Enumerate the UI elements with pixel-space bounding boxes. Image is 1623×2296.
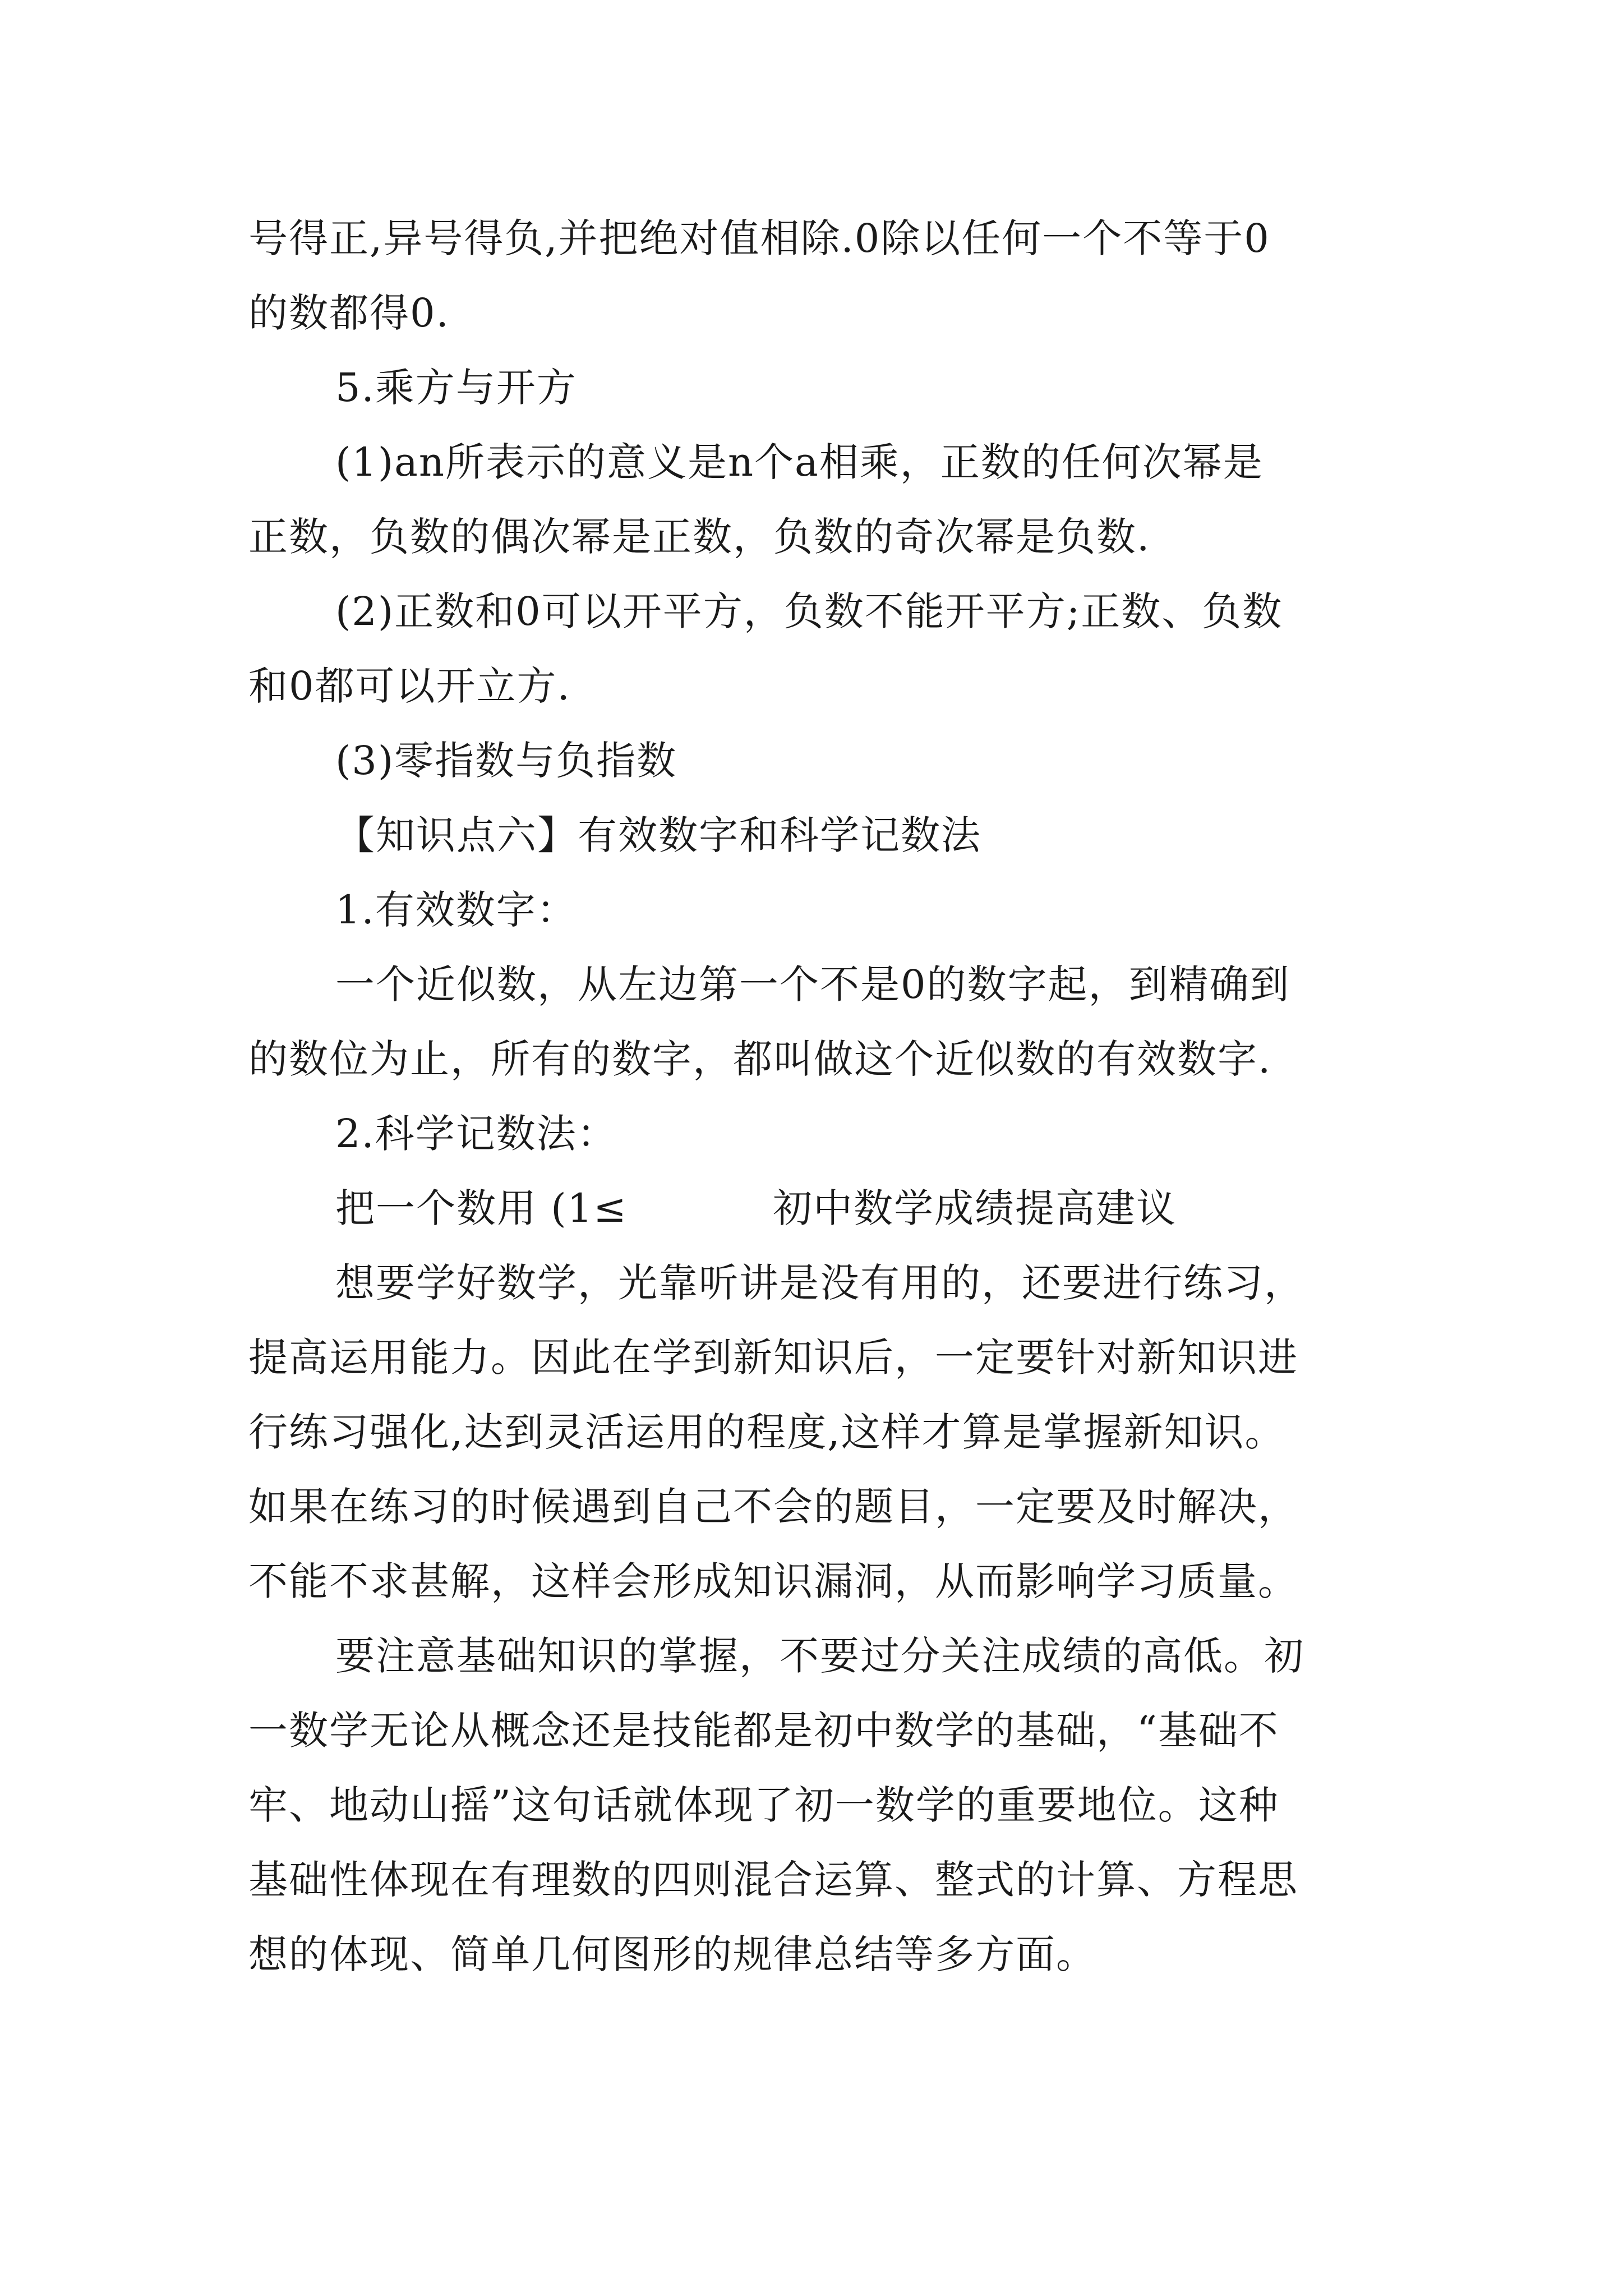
- text-line: 提高运用能力。因此在学到新知识后，一定要针对新知识进: [248, 1335, 1298, 1381]
- text-line: (3)零指数与负指数: [335, 738, 677, 784]
- text-line: (2)正数和0可以开平方，负数不能开平方;正数、负数: [335, 588, 1283, 634]
- text-line: 正数，负数的偶次幂是正数，负数的奇次幂是负数.: [248, 514, 1151, 560]
- section-heading: 【知识点六】有效数字和科学记数法: [335, 812, 981, 858]
- section-title: 初中数学成绩提高建议: [773, 1185, 1177, 1231]
- text-line: 和0都可以开立方.: [248, 663, 571, 709]
- text-line: 5.乘方与开方: [335, 365, 577, 411]
- text-line: 想要学好数学，光靠听讲是没有用的，还要进行练习，: [335, 1260, 1304, 1306]
- text-line: 牢、地动山摇”这句话就体现了初一数学的重要地位。这种: [248, 1782, 1279, 1828]
- text-line: 的数位为止，所有的数字，都叫做这个近似数的有效数字.: [248, 1036, 1272, 1082]
- text-line: 2.科学记数法：: [335, 1111, 617, 1157]
- text-line: 一个近似数，从左边第一个不是0的数字起，到精确到: [335, 961, 1290, 1007]
- text-line: 想的体现、简单几何图形的规律总结等多方面。: [248, 1931, 1096, 1977]
- text-line: 号得正,异号得负,并把绝对值相除.0除以任何一个不等于0: [248, 215, 1270, 261]
- text-line: 一数学无论从概念还是技能都是初中数学的基础，“基础不: [248, 1708, 1279, 1754]
- text-line: 不能不求甚解，这样会形成知识漏洞，从而影响学习质量。: [248, 1558, 1298, 1604]
- text-line: 如果在练习的时候遇到自己不会的题目，一定要及时解决，: [248, 1484, 1298, 1530]
- text-line: 要注意基础知识的掌握，不要过分关注成绩的高低。初: [335, 1633, 1304, 1679]
- text-line: 1.有效数字：: [335, 887, 577, 933]
- text-line: 行练习强化,达到灵活运用的程度,这样才算是掌握新知识。: [248, 1409, 1285, 1455]
- text-line: 把一个数用 (1≤: [335, 1185, 628, 1231]
- text-line: (1)an所表示的意义是n个a相乘，正数的任何次幂是: [335, 439, 1264, 485]
- text-line: 的数都得0.: [248, 290, 450, 336]
- text-line: 基础性体现在有理数的四则混合运算、整式的计算、方程思: [248, 1857, 1298, 1903]
